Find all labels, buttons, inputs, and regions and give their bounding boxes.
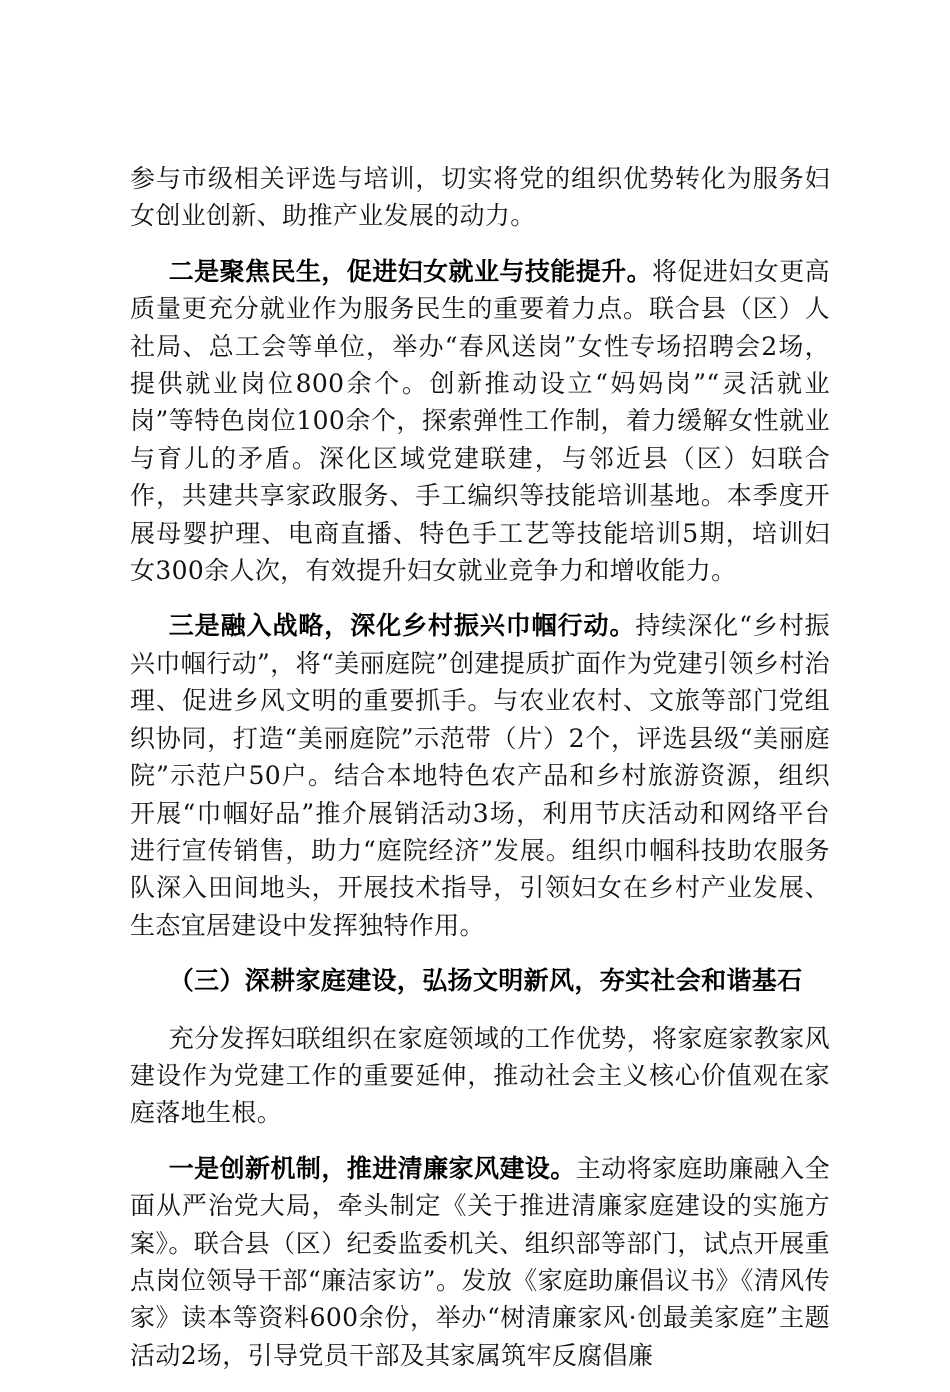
paragraph-text: 主动将家庭助廉融入全面从严治党大局，牵头制定《关于推进清廉家庭建设的实施方案》。联合县（区）纪委监委机关、组织部等部门，试点开展重点岗位领导干部“廉洁家访”。发放《家庭助廉倡议书》《清风传家》读本等资料600余份，举办“树清廉家风·创最美家庭”主题活动2场，引导党员干部及其家属筑牢反腐倡廉	[130, 1153, 830, 1370]
document-page	[130, 160, 830, 1392]
paragraph-text: 将促进妇女更高质量更充分就业作为服务民生的重要着力点。联合县（区）人社局、总工会等单位，举办“春风送岗”女性专场招聘会2场，提供就业岗位800余个。创新推动设立“妈妈岗”“灵活就业岗”等特色岗位100余个，探索弹性工作制，着力缓解女性就业与育儿的矛盾。深化区域党建联建，与邻近县（区）妇联合作，共建共享家政服务、手工编织等技能培训基地。本季度开展母婴护理、电商直播、特色手工艺等技能培训5期，培训妇女300余人次，有效提升妇女就业竞争力和增收能力。	[130, 256, 830, 586]
paragraph-text: 持续深化“乡村振兴巾帼行动”，将“美丽庭院”创建提质扩面作为党建引领乡村治理、促进乡风文明的重要抓手。与农业农村、文旅等部门党组织协同，打造“美丽庭院”示范带（片）2个，评选县级“美丽庭院”示范户50户。结合本地特色农产品和乡村旅游资源，组织开展“巾帼好品”推介展销活动3场，利用节庆活动和网络平台进行宣传销售，助力“庭院经济”发展。组织巾帼科技助农服务队深入田间地头，开展技术指导，引领妇女在乡村产业发展、生态宜居建设中发挥独特作用。	[130, 611, 830, 940]
paragraph-clean-family	[130, 1150, 830, 1374]
paragraph-rural-revitalization	[130, 607, 830, 944]
paragraph-text: 参与市级相关评选与培训，切实将党的组织优势转化为服务妇女创业创新、助推产业发展的动力。	[130, 164, 830, 231]
paragraph-lead: 二是聚焦民生，促进妇女就业与技能提升。	[168, 256, 653, 286]
paragraph-employment	[130, 253, 830, 590]
paragraph-lead: 三是融入战略，深化乡村振兴巾帼行动。	[168, 611, 636, 641]
section-heading: （三）深耕家庭建设，弘扬文明新风，夯实社会和谐基石	[168, 966, 803, 996]
paragraph-continuation	[130, 160, 830, 235]
section-intro	[130, 1020, 830, 1132]
paragraph-text: 充分发挥妇联组织在家庭领域的工作优势，将家庭家教家风建设作为党建工作的重要延伸，推动社会主义核心价值观在家庭落地生根。	[130, 1023, 830, 1128]
paragraph-lead: 一是创新机制，推进清廉家风建设。	[168, 1153, 576, 1183]
